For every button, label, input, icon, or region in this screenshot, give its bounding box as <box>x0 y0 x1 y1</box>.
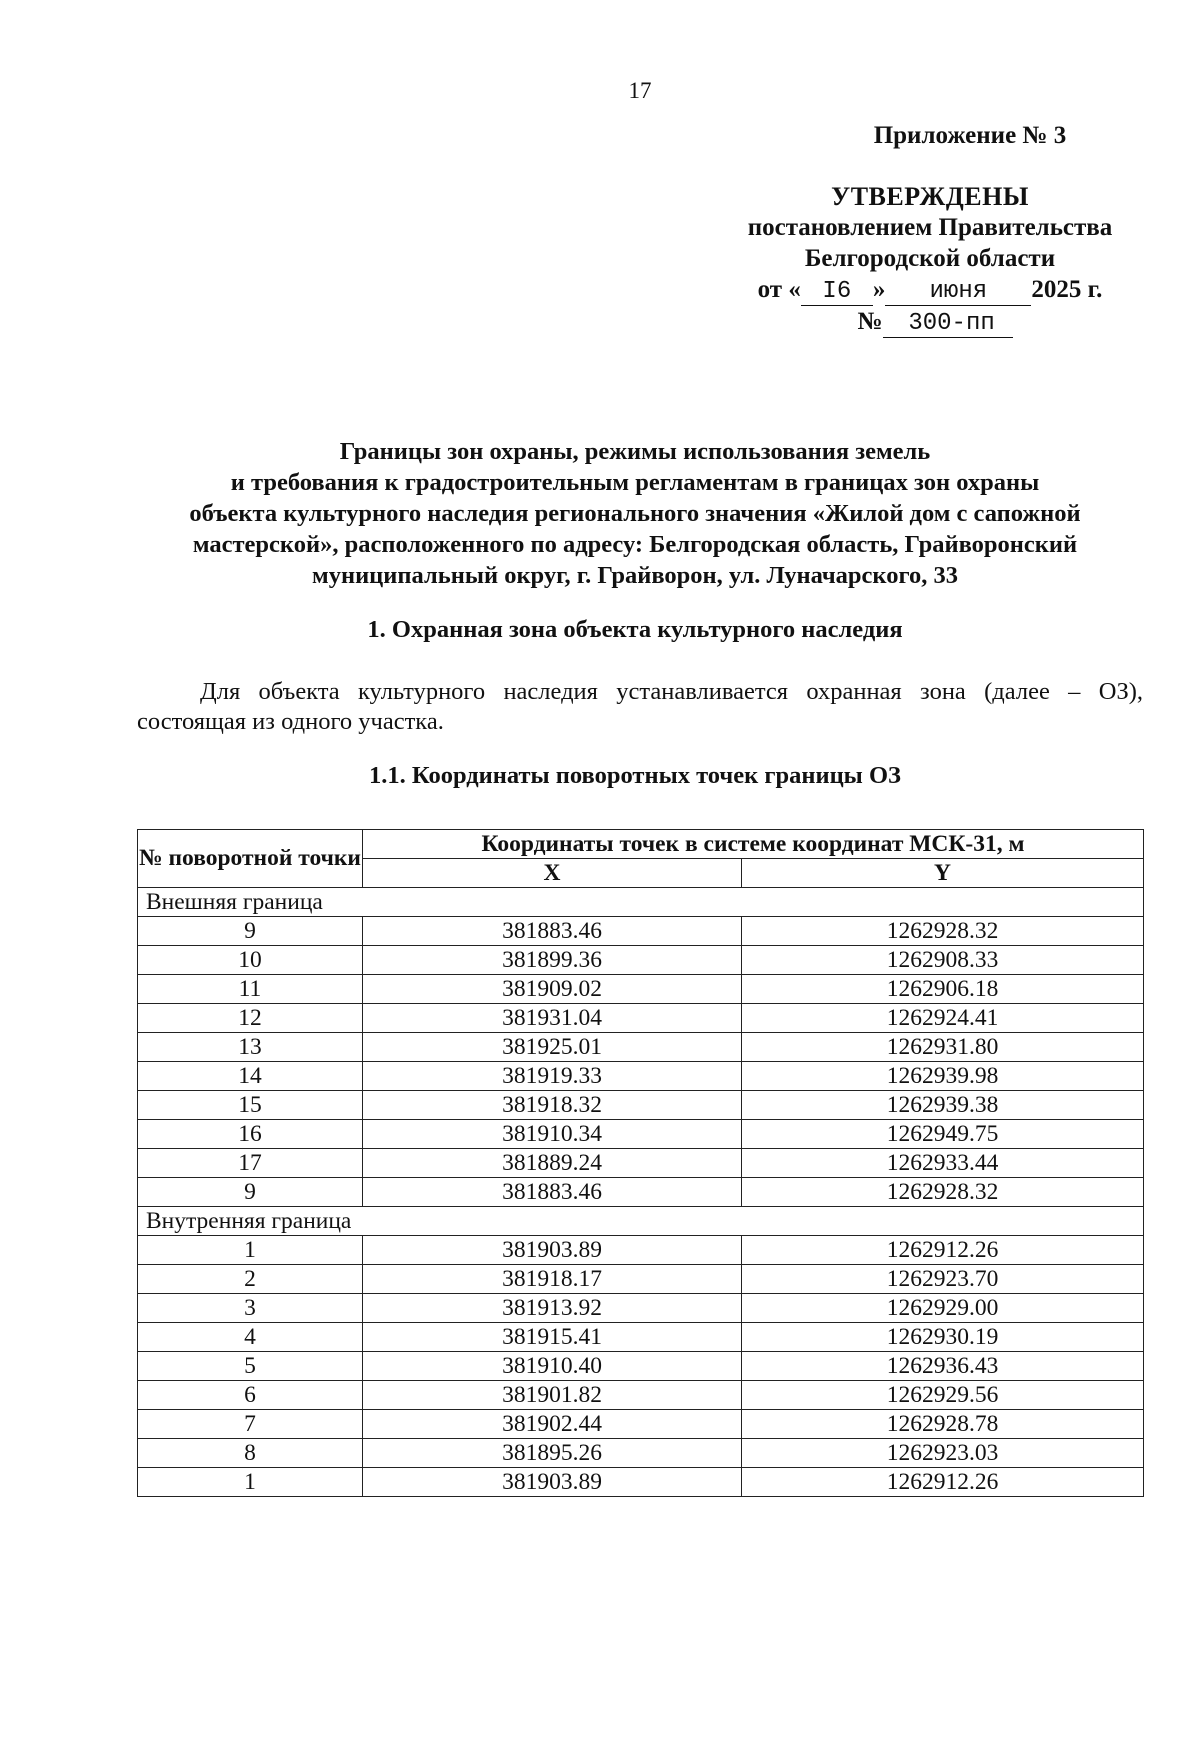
header-x: X <box>363 859 742 888</box>
cell-y: 1262928.78 <box>742 1410 1144 1439</box>
paragraph-text: Для объекта культурного наследия устанавливается охранная зона (далее – ОЗ), состоящая из одного участка. <box>137 678 1143 735</box>
cell-y: 1262939.98 <box>742 1062 1144 1091</box>
title-line: Границы зон охраны, режимы использования земель <box>339 438 931 465</box>
table-row <box>138 1439 1144 1468</box>
date-day: I6 <box>801 279 873 306</box>
cell-x: 381919.33 <box>363 1062 742 1091</box>
date-mid: » <box>872 276 886 303</box>
cell-point: 10 <box>138 946 363 975</box>
approval-date <box>700 274 1160 306</box>
table-row <box>138 1236 1144 1265</box>
cell-x: 381931.04 <box>363 1004 742 1033</box>
cell-y: 1262929.00 <box>742 1294 1144 1323</box>
cell-x: 381925.01 <box>363 1033 742 1062</box>
title-line: мастерской», расположенного по адресу: Белгородская область, Грайворонский <box>192 531 1078 558</box>
document-title <box>130 436 1140 591</box>
cell-y: 1262912.26 <box>742 1468 1144 1497</box>
cell-y: 1262924.41 <box>742 1004 1144 1033</box>
cell-x: 381910.34 <box>363 1120 742 1149</box>
table-row <box>138 975 1144 1004</box>
cell-x: 381883.46 <box>363 1178 742 1207</box>
cell-point: 5 <box>138 1352 363 1381</box>
cell-point: 12 <box>138 1004 363 1033</box>
cell-y: 1262949.75 <box>742 1120 1144 1149</box>
number-value: 300-пп <box>883 311 1013 338</box>
cell-y: 1262933.44 <box>742 1149 1144 1178</box>
cell-point: 17 <box>138 1149 363 1178</box>
cell-point: 6 <box>138 1381 363 1410</box>
date-month: июня <box>885 279 1031 306</box>
section-heading: 1. Охранная зона объекта культурного наследия <box>367 616 903 643</box>
cell-x: 381918.32 <box>363 1091 742 1120</box>
cell-x: 381902.44 <box>363 1410 742 1439</box>
table-row <box>138 1033 1144 1062</box>
approved-by-line: постановлением Правительства <box>747 214 1113 241</box>
title-line: и требования к градостроительным регламентам в границах зон охраны <box>230 469 1040 496</box>
subsection-heading: 1.1. Координаты поворотных точек границы ОЗ <box>369 762 901 789</box>
cell-x: 381899.36 <box>363 946 742 975</box>
body-paragraph <box>137 677 1143 737</box>
table-row <box>138 1062 1144 1091</box>
cell-point: 9 <box>138 1178 363 1207</box>
cell-x: 381918.17 <box>363 1265 742 1294</box>
cell-point: 16 <box>138 1120 363 1149</box>
cell-point: 7 <box>138 1410 363 1439</box>
table-row <box>138 1120 1144 1149</box>
cell-x: 381903.89 <box>363 1468 742 1497</box>
group-label: Внешняя граница <box>138 888 1144 917</box>
table-row <box>138 917 1144 946</box>
cell-y: 1262928.32 <box>742 1178 1144 1207</box>
table-row <box>138 1265 1144 1294</box>
table-row <box>138 1468 1144 1497</box>
cell-point: 8 <box>138 1439 363 1468</box>
resolution-number <box>710 306 1160 338</box>
table-row <box>138 1004 1144 1033</box>
table-row <box>138 1091 1144 1120</box>
appendix-label: Приложение № 3 <box>873 122 1067 149</box>
table-row <box>138 1178 1144 1207</box>
cell-y: 1262936.43 <box>742 1352 1144 1381</box>
date-prefix: от « <box>757 276 801 303</box>
cell-y: 1262928.32 <box>742 917 1144 946</box>
cell-point: 4 <box>138 1323 363 1352</box>
cell-x: 381910.40 <box>363 1352 742 1381</box>
cell-point: 3 <box>138 1294 363 1323</box>
cell-x: 381903.89 <box>363 1236 742 1265</box>
cell-point: 1 <box>138 1468 363 1497</box>
cell-y: 1262939.38 <box>742 1091 1144 1120</box>
number-prefix: № <box>857 308 883 335</box>
header-y: Y <box>742 859 1144 888</box>
group-label: Внутренняя граница <box>138 1207 1144 1236</box>
cell-y: 1262929.56 <box>742 1381 1144 1410</box>
table-row <box>138 1294 1144 1323</box>
cell-y: 1262912.26 <box>742 1236 1144 1265</box>
cell-y: 1262923.70 <box>742 1265 1144 1294</box>
table-row <box>138 1323 1144 1352</box>
coordinates-table <box>137 829 1144 1497</box>
table-row <box>138 1352 1144 1381</box>
table-row <box>138 946 1144 975</box>
cell-point: 13 <box>138 1033 363 1062</box>
cell-y: 1262930.19 <box>742 1323 1144 1352</box>
header-coordinates: Координаты точек в системе координат МСК-31, м <box>363 830 1144 859</box>
cell-y: 1262923.03 <box>742 1439 1144 1468</box>
cell-y: 1262931.80 <box>742 1033 1144 1062</box>
cell-y: 1262908.33 <box>742 946 1144 975</box>
cell-x: 381883.46 <box>363 917 742 946</box>
approved-region-line: Белгородской области <box>804 245 1056 272</box>
table-body <box>138 888 1144 1497</box>
group-row <box>138 888 1144 917</box>
cell-point: 9 <box>138 917 363 946</box>
cell-point: 11 <box>138 975 363 1004</box>
header-point-number: № поворотной точки <box>138 830 363 888</box>
cell-x: 381913.92 <box>363 1294 742 1323</box>
cell-point: 2 <box>138 1265 363 1294</box>
cell-x: 381909.02 <box>363 975 742 1004</box>
cell-y: 1262906.18 <box>742 975 1144 1004</box>
cell-point: 1 <box>138 1236 363 1265</box>
cell-point: 14 <box>138 1062 363 1091</box>
cell-x: 381901.82 <box>363 1381 742 1410</box>
group-row <box>138 1207 1144 1236</box>
title-line: объекта культурного наследия регионального значения «Жилой дом с сапожной <box>189 500 1081 527</box>
approved-title: УТВЕРЖДЕНЫ <box>831 182 1029 211</box>
table-row <box>138 1410 1144 1439</box>
table-row <box>138 1381 1144 1410</box>
cell-x: 381895.26 <box>363 1439 742 1468</box>
page-number: 17 <box>628 78 652 103</box>
date-year: 2025 г. <box>1031 276 1103 303</box>
title-line: муниципальный округ, г. Грайворон, ул. Луначарского, 33 <box>312 562 958 589</box>
cell-point: 15 <box>138 1091 363 1120</box>
approval-block <box>700 120 1160 338</box>
cell-x: 381889.24 <box>363 1149 742 1178</box>
table-row <box>138 1149 1144 1178</box>
cell-x: 381915.41 <box>363 1323 742 1352</box>
